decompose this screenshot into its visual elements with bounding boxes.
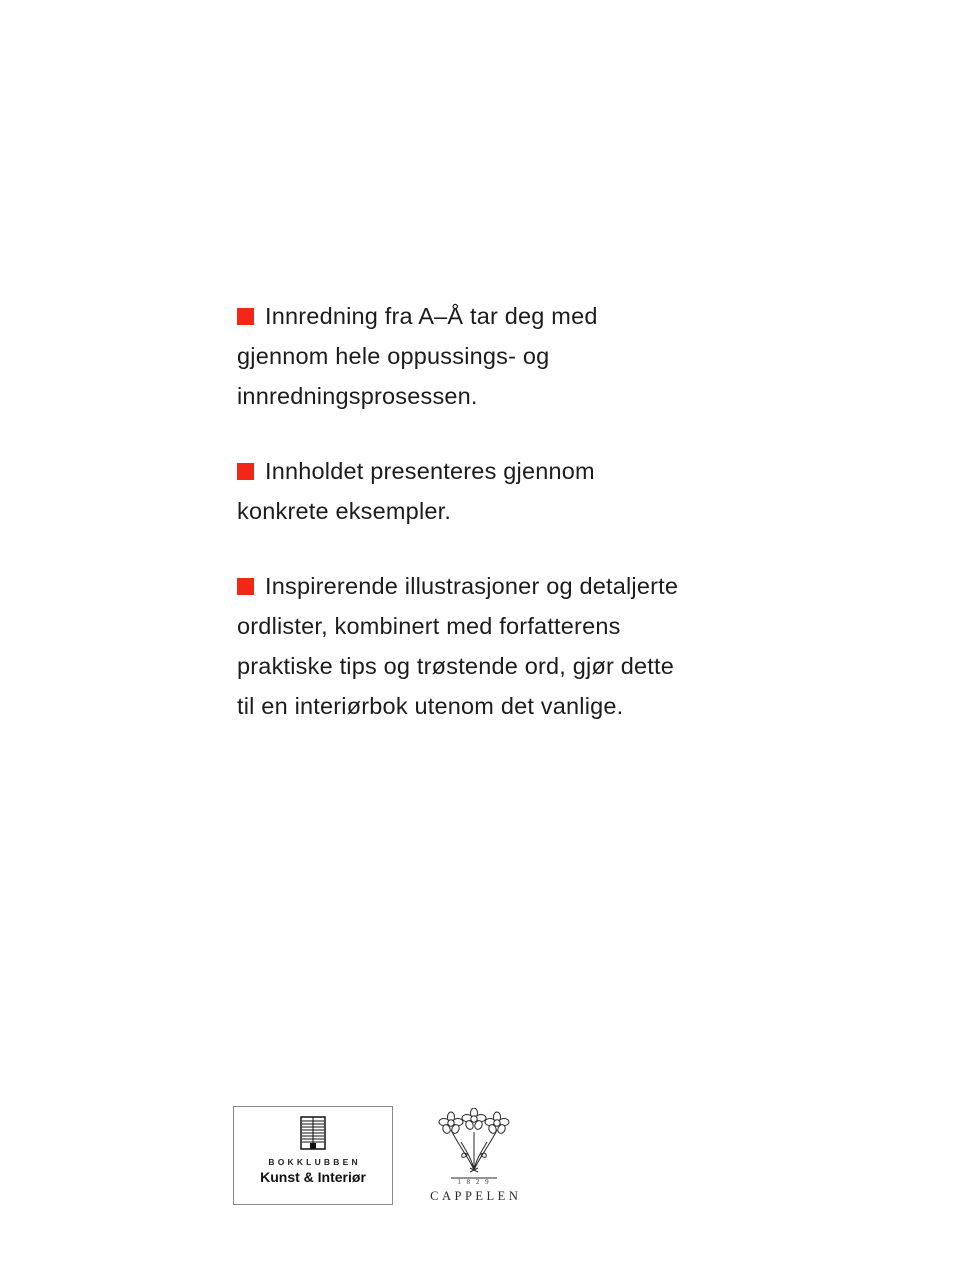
- bokklubben-name: BOKKLUBBEN: [268, 1157, 361, 1167]
- blurb-paragraph: [237, 566, 689, 726]
- red-square-bullet-icon: [237, 308, 254, 325]
- flower-bouquet-icon: [431, 1108, 517, 1180]
- blurb-paragraph: [237, 296, 689, 416]
- cappelen-logo: [409, 1108, 539, 1204]
- paragraph-text: Innholdet presenteres gjennom konkrete eksempler.: [237, 458, 595, 524]
- building-icon: [300, 1116, 326, 1150]
- blurb-paragraph: [237, 451, 689, 531]
- publisher-logos: [233, 1106, 533, 1216]
- paragraph-text: Innredning fra A–Å tar deg med gjennom hele oppussings- og innredningsprosessen.: [237, 303, 598, 409]
- bokklubben-subtitle: Kunst & Interiør: [260, 1169, 366, 1185]
- red-square-bullet-icon: [237, 578, 254, 595]
- bokklubben-logo: [233, 1106, 393, 1205]
- cappelen-year: 1 8 2 9: [457, 1178, 491, 1186]
- blurb-text-block: [237, 296, 689, 726]
- red-square-bullet-icon: [237, 463, 254, 480]
- cappelen-name: CAPPELEN: [430, 1189, 522, 1203]
- paragraph-text: Inspirerende illustrasjoner og detaljerte ordlister, kombinert med forfatterens praktiske tips og trøstende ord, gjør dette til en interiørbok utenom det vanlige.: [237, 573, 679, 719]
